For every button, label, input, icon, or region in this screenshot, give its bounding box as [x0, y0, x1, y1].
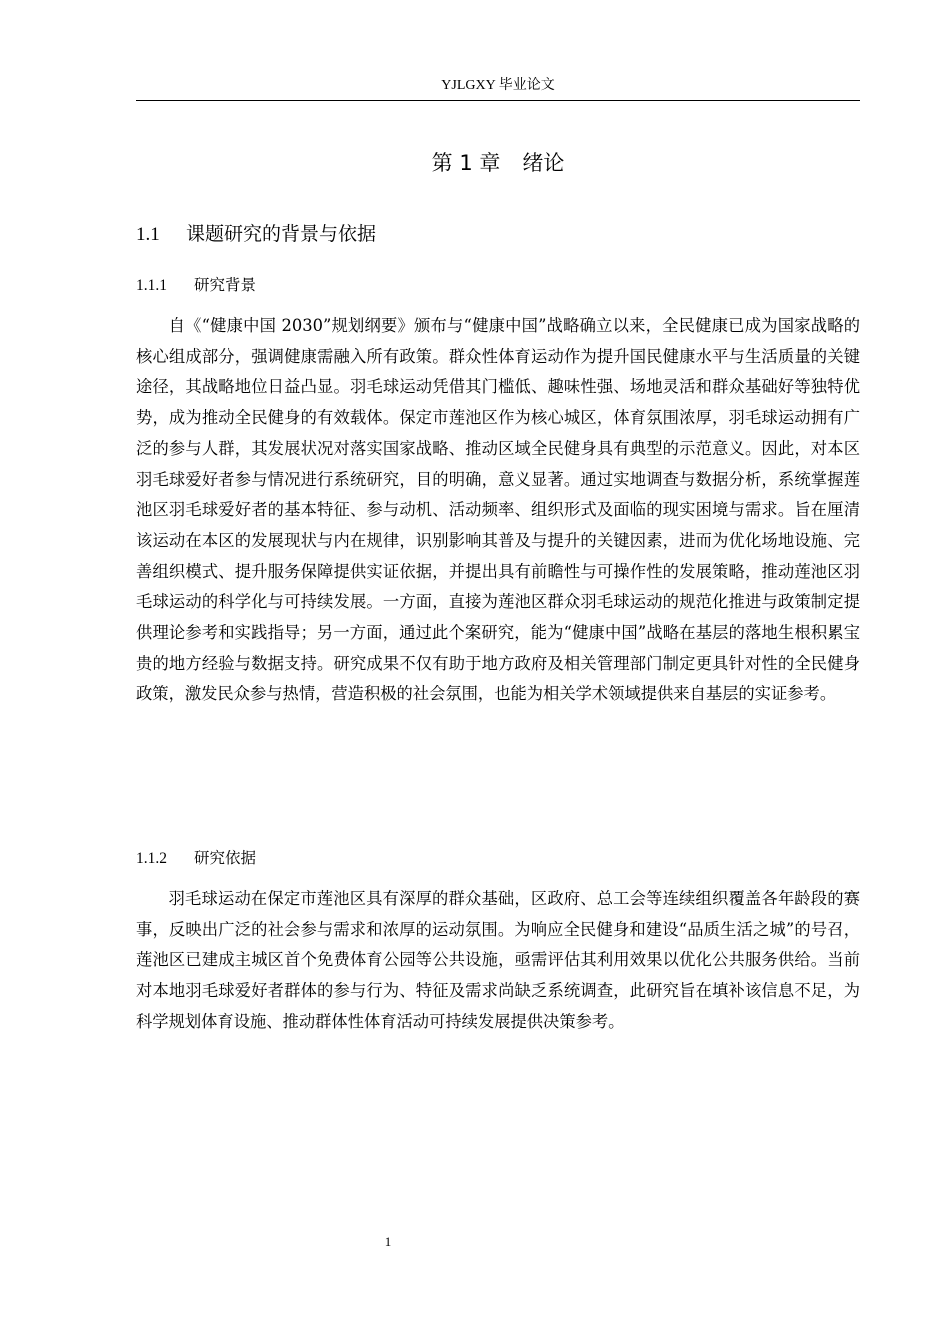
chapter-name: 绪论	[522, 151, 565, 175]
header-divider	[136, 100, 860, 101]
research-basis-paragraph: 羽毛球运动在保定市莲池区具有深厚的群众基础，区政府、总工会等连续组织覆盖各年龄段的赛事，反映出广泛的社会参与需求和浓厚的运动氛围。为响应全民健身和建设“品质生活之城”的号召，莲池区已建成主城区首个免费体育公园等公共设施，亟需评估其利用效果以优化公共服务供给。当前对本地羽毛球爱好者群体的参与行为、特征及需求尚缺乏系统调查，此研究旨在填补该信息不足，为科学规划体育设施、推动群体性体育活动可持续发展提供决策参考。	[136, 889, 860, 1031]
section-number: 1.1	[136, 224, 160, 245]
chapter-title	[136, 148, 860, 178]
subsection-title: 研究背景	[194, 276, 257, 294]
section-title: 课题研究的背景与依据	[186, 223, 377, 245]
subsection-number: 1.1.2	[136, 850, 167, 867]
research-background-paragraph: 自《“健康中国 2030”规划纲要》颁布与“健康中国”战略确立以来，全民健康已成为国家战略的核心组成部分，强调健康需融入所有政策。群众性体育运动作为提升国民健康水平与生活质量的关键途径，其战略地位日益凸显。羽毛球运动凭借其门槛低、趣味性强、场地灵活和群众基础好等独特优势，成为推动全民健身的有效载体。保定市莲池区作为核心城区，体育氛围浓厚，羽毛球运动拥有广泛的参与人群，其发展状况对落实国家战略、推动区域全民健身具有典型的示范意义。因此，对本区羽毛球爱好者参与情况进行系统研究，目的明确，意义显著。通过实地调查与数据分析，系统掌握莲池区羽毛球爱好者的基本特征、参与动机、活动频率、组织形式及面临的现实困境与需求。旨在厘清该运动在本区的发展现状与内在规律，识别影响其普及与提升的关键因素，进而为优化场地设施、完善组织模式、提升服务保障提供实证依据，并提出具有前瞻性与可操作性的发展策略，推动莲池区羽毛球运动的科学化与可持续发展。一方面，直接为莲池区群众羽毛球运动的规范化推进与政策制定提供理论参考和实践指导；另一方面，通过此个案研究，能为“健康中国”战略在基层的落地生根积累宝贵的地方经验与数据支持。研究成果不仅有助于地方政府及相关管理部门制定更具针对性的全民健身政策，激发民众参与热情，营造积极的社会氛围，也能为相关学术领域提供来自基层的实证参考。	[136, 316, 860, 704]
running-header: YJLGXY 毕业论文	[441, 78, 555, 93]
page-number: 1	[384, 1234, 392, 1249]
subsection-heading-1-1-2	[136, 846, 860, 871]
subsection-heading-1-1-1	[136, 273, 860, 298]
section-heading-1-1	[136, 220, 860, 249]
subsection-number: 1.1.1	[136, 277, 167, 294]
chapter-number: 第 1 章	[431, 151, 501, 175]
subsection-title: 研究依据	[194, 849, 257, 867]
